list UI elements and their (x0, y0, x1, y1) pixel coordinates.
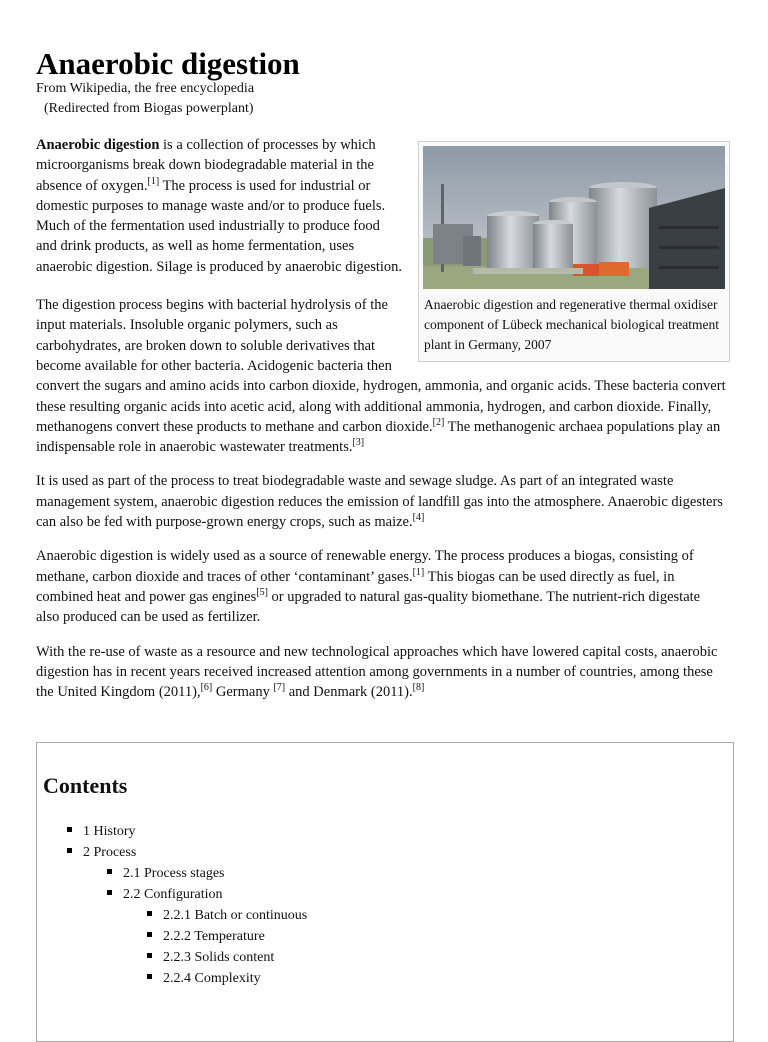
citation[interactable]: [2] (432, 416, 445, 428)
paragraph-waste: It is used as part of the process to treat biodegradable waste and sewage sludge. As part of an integrated waste management system, anaerobic digestion reduces the emission of landfill gas into the atmosphere. Anaerobic digesters can also be fed with purpose-grown energy crops, such as maize.[4] (36, 473, 723, 531)
paragraph-process: The digestion process begins with bacterial hydrolysis of the input materials. Insoluble organic polymers, such as carbohydrates, are broken down to soluble derivatives that become available for other bacteria. Acidogenic bacteria then convert the sugars and amino acids into carbon dioxide, hydrogen, ammonia, and organic acids. These bacteria convert these resulting organic acids into acetic acid, along with additional ammonia, hydrogen, and carbon dioxide. Finally, methanogens convert these products to methane and carbon dioxide.[2] The methanogenic archaea populations play an indispensable role in anaerobic wastewater treatments.[3] (36, 297, 726, 456)
lead-term: Anaerobic digestion (36, 137, 160, 153)
table-of-contents (36, 742, 734, 1042)
image-caption: Anaerobic digestion and regenerative thermal oxidiser component of Lübeck mechanical biological treatment plant in Germany, 2007 (424, 297, 720, 352)
citation[interactable]: [8] (412, 682, 425, 694)
paragraph-policy: With the re-use of waste as a resource and new technological approaches which have lowered capital costs, anaerobic digestion has in recent years received increased attention among governments in a number of countries, among these the United Kingdom (2011),[6] Germany [7] and Denmark (2011).[8] (36, 643, 718, 701)
bullet-icon (147, 953, 152, 958)
biogas-plant-photo[interactable] (423, 146, 725, 289)
citation[interactable]: [3] (352, 437, 365, 449)
bullet-icon (67, 848, 72, 853)
image-thumbnail[interactable] (418, 141, 730, 362)
site-subtitle: From Wikipedia, the free encyclopedia (36, 81, 255, 96)
toc-item[interactable]: 2.2.1 Batch or continuous (163, 907, 307, 925)
citation[interactable]: [1] (412, 566, 425, 578)
toc-title: Contents (43, 773, 128, 798)
toc-item[interactable]: 2.2 Configuration (123, 886, 223, 904)
toc-item[interactable]: 1 History (83, 823, 136, 841)
citation[interactable]: [5] (256, 586, 268, 598)
paragraph-intro: Anaerobic digestion is a collection of processes by which microorganisms break down biodegradable material in the absence of oxygen.[1] The process is used for industrial or domestic purposes to manage waste and/or to produce fuels. Much of the fermentation used industrially to produce food and drink products, as well as home fermentation, uses anaerobic digestion. Silage is produced by anaerobic digestion. (36, 137, 403, 275)
toc-item[interactable]: 2.2.4 Complexity (163, 970, 261, 988)
page-title: Anaerobic digestion (36, 46, 300, 81)
bullet-icon (147, 911, 152, 916)
citation[interactable]: [4] (412, 512, 425, 524)
redirect-note[interactable]: (Redirected from Biogas powerplant) (44, 101, 254, 116)
toc-item[interactable]: 2.1 Process stages (123, 865, 225, 883)
article-body (36, 135, 726, 716)
bullet-icon (107, 890, 112, 895)
bullet-icon (67, 827, 72, 832)
citation[interactable]: [7] (273, 682, 286, 694)
bullet-icon (107, 869, 112, 874)
citation[interactable]: [6] (200, 682, 213, 694)
toc-item[interactable]: 2.2.3 Solids content (163, 949, 274, 967)
bullet-icon (147, 932, 152, 937)
bullet-icon (147, 974, 152, 979)
citation[interactable]: [1] (147, 175, 160, 187)
paragraph-energy: Anaerobic digestion is widely used as a source of renewable energy. The process produces a biogas, consisting of methane, carbon dioxide and traces of other ‘contaminant’ gases.[1] This biogas can be used directly as fuel, in combined heat and power gas engines[5] or upgraded to natural gas-quality biomethane. The nutrient-rich digestate also produced can be used as fertilizer. (36, 548, 701, 626)
toc-item[interactable]: 2.2.2 Temperature (163, 928, 265, 946)
toc-item[interactable]: 2 Process (83, 844, 136, 862)
